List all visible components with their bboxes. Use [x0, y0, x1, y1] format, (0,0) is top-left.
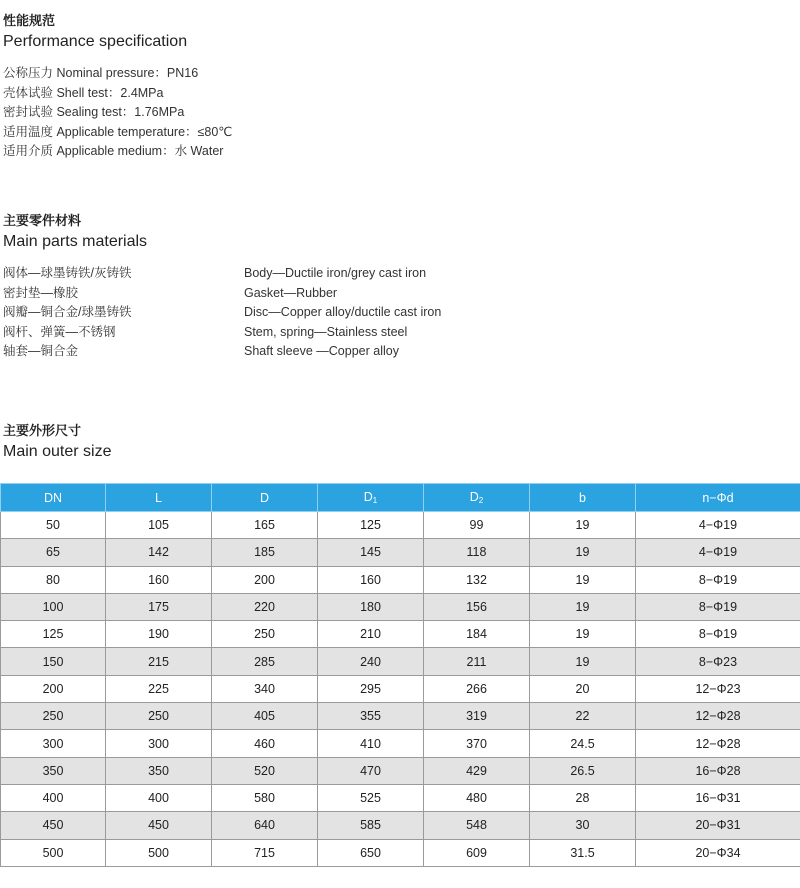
table-cell: 31.5: [530, 839, 636, 866]
material-cn: 轴套—铜合金: [3, 344, 79, 359]
table-cell: 215: [106, 648, 212, 675]
spec-temperature: 适用温度 Applicable temperature：≤80℃: [3, 124, 233, 139]
performance-list: [3, 64, 232, 162]
table-cell: 4−Φ19: [636, 512, 800, 539]
table-row: [1, 593, 800, 620]
table-cell: 525: [318, 784, 424, 811]
column-header: [212, 484, 318, 512]
column-header-label: L: [155, 490, 162, 505]
table-cell: 350: [106, 757, 212, 784]
table-cell: 200: [1, 675, 106, 702]
table-cell: 156: [424, 593, 530, 620]
dimensions-title-en: Main outer size: [3, 443, 112, 460]
spec-nominal-pressure: 公称压力 Nominal pressure：PN16: [3, 66, 199, 80]
table-cell: 145: [318, 539, 424, 566]
material-row: [3, 342, 793, 362]
table-cell: 22: [530, 703, 636, 730]
table-cell: 520: [212, 757, 318, 784]
materials-title-en: Main parts materials: [3, 233, 148, 250]
table-cell: 211: [424, 648, 530, 675]
table-row: [1, 512, 800, 539]
table-cell: 20−Φ34: [636, 839, 800, 866]
table-cell: 370: [424, 730, 530, 757]
table-cell: 20−Φ31: [636, 812, 800, 839]
table-cell: 250: [212, 621, 318, 648]
material-en: Gasket—Rubber: [244, 285, 338, 300]
table-cell: 132: [424, 566, 530, 593]
material-row: [3, 323, 793, 343]
table-cell: 548: [424, 812, 530, 839]
table-cell: 295: [318, 675, 424, 702]
table-cell: 640: [212, 812, 318, 839]
table-row: [1, 566, 800, 593]
table-cell: 300: [1, 730, 106, 757]
material-row: [3, 284, 793, 304]
table-cell: 160: [106, 566, 212, 593]
table-cell: 450: [106, 812, 212, 839]
column-header: [636, 484, 800, 512]
table-cell: 250: [106, 703, 212, 730]
table-cell: 184: [424, 621, 530, 648]
table-cell: 16−Φ31: [636, 784, 800, 811]
table-cell: 450: [1, 812, 106, 839]
table-cell: 400: [106, 784, 212, 811]
table-cell: 650: [318, 839, 424, 866]
table-cell: 266: [424, 675, 530, 702]
spec-medium: 适用介质 Applicable medium：水 Water: [3, 144, 224, 159]
table-cell: 355: [318, 703, 424, 730]
table-cell: 30: [530, 812, 636, 839]
table-cell: 99: [424, 512, 530, 539]
table-cell: 8−Φ19: [636, 621, 800, 648]
table-cell: 125: [1, 621, 106, 648]
table-cell: 8−Φ19: [636, 593, 800, 620]
table-cell: 100: [1, 593, 106, 620]
table-cell: 12−Φ23: [636, 675, 800, 702]
table-cell: 300: [106, 730, 212, 757]
dimensions-section: [3, 424, 112, 462]
table-cell: 580: [212, 784, 318, 811]
material-en: Disc—Copper alloy/ductile cast iron: [244, 305, 442, 320]
table-cell: 20: [530, 675, 636, 702]
column-header-label: n−Φd: [702, 490, 734, 505]
table-cell: 165: [212, 512, 318, 539]
spec-shell-test: 壳体试验 Shell test：2.4MPa: [3, 85, 164, 100]
spec-sealing-test: 密封试验 Sealing test：1.76MPa: [3, 105, 185, 120]
table-row: [1, 675, 800, 702]
table-cell: 410: [318, 730, 424, 757]
table-cell: 65: [1, 539, 106, 566]
table-header-row: [1, 484, 800, 512]
table-cell: 19: [530, 648, 636, 675]
table-cell: 19: [530, 566, 636, 593]
table-cell: 118: [424, 539, 530, 566]
table-cell: 12−Φ28: [636, 730, 800, 757]
column-header-subscript: 1: [372, 496, 378, 505]
table-cell: 715: [212, 839, 318, 866]
material-row: [3, 303, 793, 323]
table-cell: 142: [106, 539, 212, 566]
table-cell: 180: [318, 593, 424, 620]
table-cell: 185: [212, 539, 318, 566]
material-en: Stem, spring—Stainless steel: [244, 324, 408, 339]
column-header-label: D: [259, 490, 270, 505]
table-cell: 470: [318, 757, 424, 784]
material-row: [3, 264, 793, 284]
column-header: [1, 484, 106, 512]
table-cell: 585: [318, 812, 424, 839]
table-cell: 105: [106, 512, 212, 539]
materials-section: [3, 214, 793, 362]
table-cell: 200: [212, 566, 318, 593]
table-cell: 19: [530, 621, 636, 648]
table-cell: 350: [1, 757, 106, 784]
table-cell: 24.5: [530, 730, 636, 757]
performance-section: [3, 14, 232, 162]
table-row: [1, 730, 800, 757]
column-header-label: b: [579, 490, 586, 505]
column-header-subscript: 2: [478, 496, 484, 505]
table-cell: 125: [318, 512, 424, 539]
table-row: [1, 703, 800, 730]
material-en: Body—Ductile iron/grey cast iron: [244, 266, 427, 280]
materials-list: [3, 264, 793, 362]
table-row: [1, 648, 800, 675]
table-cell: 8−Φ19: [636, 566, 800, 593]
dimensions-table-wrapper: [0, 483, 800, 867]
table-cell: 8−Φ23: [636, 648, 800, 675]
material-cn: 阀体—球墨铸铁/灰铸铁: [3, 266, 132, 280]
table-cell: 429: [424, 757, 530, 784]
material-cn: 阀瓣—铜合金/球墨铸铁: [3, 305, 132, 320]
table-row: [1, 784, 800, 811]
table-row: [1, 539, 800, 566]
material-cn: 密封垫—橡胶: [3, 285, 79, 300]
column-header: [424, 484, 530, 512]
materials-title-cn: 主要零件材料: [3, 214, 82, 229]
table-cell: 190: [106, 621, 212, 648]
material-cn: 阀杆、弹簧—不锈钢: [3, 324, 116, 339]
table-cell: 460: [212, 730, 318, 757]
table-cell: 150: [1, 648, 106, 675]
column-header-label: D: [363, 490, 373, 504]
performance-title-en: Performance specification: [3, 33, 188, 50]
table-cell: 400: [1, 784, 106, 811]
table-cell: 160: [318, 566, 424, 593]
column-header-label: D: [469, 490, 479, 504]
table-cell: 225: [106, 675, 212, 702]
table-cell: 19: [530, 539, 636, 566]
table-row: [1, 757, 800, 784]
column-header: [530, 484, 636, 512]
table-row: [1, 621, 800, 648]
table-cell: 4−Φ19: [636, 539, 800, 566]
column-header: [106, 484, 212, 512]
table-cell: 480: [424, 784, 530, 811]
table-cell: 50: [1, 512, 106, 539]
table-cell: 500: [106, 839, 212, 866]
table-cell: 500: [1, 839, 106, 866]
table-cell: 609: [424, 839, 530, 866]
table-cell: 175: [106, 593, 212, 620]
table-cell: 250: [1, 703, 106, 730]
table-body: [1, 512, 800, 867]
table-cell: 80: [1, 566, 106, 593]
table-row: [1, 812, 800, 839]
table-cell: 405: [212, 703, 318, 730]
dimensions-table: [0, 483, 800, 867]
table-cell: 340: [212, 675, 318, 702]
table-cell: 220: [212, 593, 318, 620]
table-cell: 19: [530, 512, 636, 539]
material-en: Shaft sleeve —Copper alloy: [244, 344, 399, 359]
column-header: [318, 484, 424, 512]
table-cell: 26.5: [530, 757, 636, 784]
table-row: [1, 839, 800, 866]
table-cell: 285: [212, 648, 318, 675]
table-cell: 19: [530, 593, 636, 620]
dimensions-title-cn: 主要外形尺寸: [3, 424, 82, 439]
performance-title-cn: 性能规范: [3, 14, 56, 29]
table-cell: 28: [530, 784, 636, 811]
table-cell: 319: [424, 703, 530, 730]
table-cell: 16−Φ28: [636, 757, 800, 784]
table-cell: 240: [318, 648, 424, 675]
table-cell: 12−Φ28: [636, 703, 800, 730]
column-header-label: DN: [43, 490, 63, 505]
table-cell: 210: [318, 621, 424, 648]
